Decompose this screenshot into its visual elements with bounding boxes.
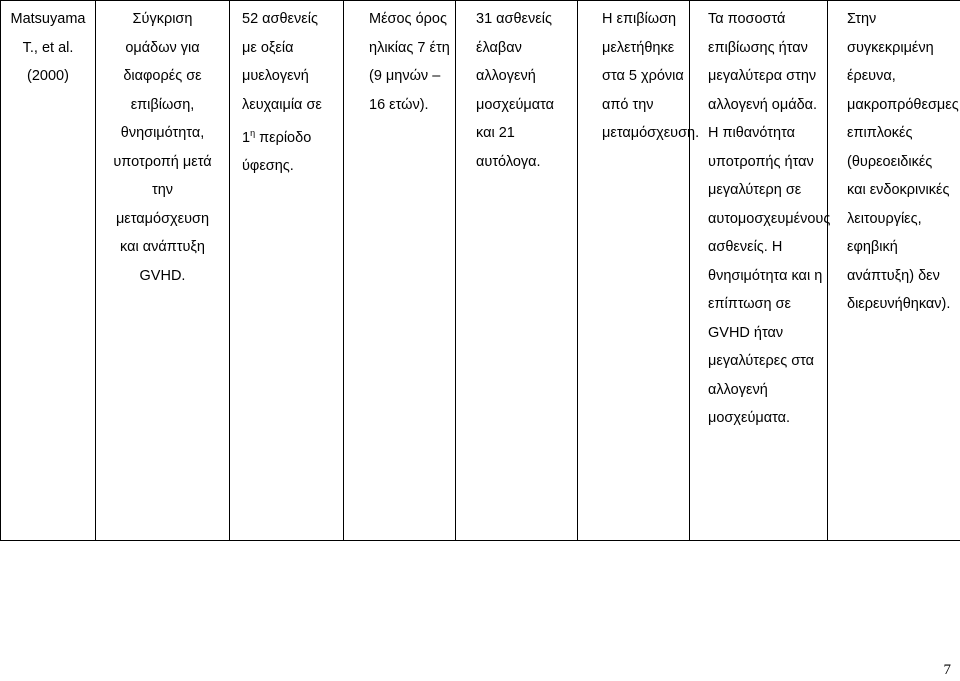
cell-line: Η επιβίωση	[602, 11, 677, 27]
cell-transplant	[456, 1, 578, 541]
cell-line: διερευνήθηκαν).	[847, 296, 951, 312]
cell-line-sup: η	[250, 128, 256, 138]
cell-line: θνησιμότητα και η	[708, 267, 823, 284]
cell-line: διαφορές σε	[123, 68, 202, 84]
cell-line: μεγαλύτερες στα	[708, 353, 815, 369]
cell-line: λευχαιμία σε	[242, 96, 322, 113]
cell-line: μοσχεύματα	[476, 96, 555, 113]
cell-survival-period	[578, 1, 700, 541]
cell-line: υποτροπής ήταν	[708, 153, 814, 170]
cell-line: μυελογενή	[242, 68, 309, 84]
cell-line: 52 ασθενείς	[242, 11, 318, 27]
cell-line: Τα ποσοστά	[708, 11, 786, 27]
cell-line: ηλικίας 7 έτη	[369, 39, 450, 56]
cell-line: μεγαλύτερη σε	[708, 182, 802, 198]
cell-line: με οξεία	[242, 39, 294, 56]
cell-line: Σύγκριση	[132, 11, 193, 27]
cell-sample	[230, 1, 344, 541]
cell-line: Η πιθανότητα	[708, 125, 795, 141]
cell-line: μελετήθηκε	[602, 39, 675, 56]
cell-line-post: περίοδο	[255, 129, 312, 146]
cell-line: θνησιμότητα,	[120, 125, 205, 141]
cell-line: έλαβαν	[476, 39, 522, 56]
cell-line: αλλογενή ομάδα.	[708, 96, 818, 113]
cell-line	[242, 119, 343, 152]
cell-line: και ανάπτυξη	[120, 239, 205, 255]
cell-line: λειτουργίες,	[847, 210, 922, 227]
cell-line: (θυρεοειδικές	[847, 153, 933, 170]
cell-line: επίπτωση σε	[708, 296, 791, 312]
cell-line: συγκεκριμένη	[847, 39, 934, 56]
cell-line: Στην	[847, 11, 877, 27]
cell-line: (9 μηνών –	[369, 68, 441, 84]
cell-line: GVHD.	[139, 267, 186, 284]
cell-line: αυτομοσχευμένους	[708, 210, 831, 227]
cell-line: Matsuyama	[10, 11, 86, 27]
cell-line: 31 ασθενείς	[476, 11, 552, 27]
cell-line: ύφεσης.	[242, 158, 294, 175]
cell-line: μεταμόσχευση.	[602, 125, 700, 141]
cell-line: 16 ετών).	[369, 96, 429, 113]
cell-age	[344, 1, 456, 541]
cell-line: (2000)	[27, 68, 69, 84]
table-row	[1, 1, 960, 541]
cell-line: επιπλοκές	[847, 125, 913, 141]
cell-line: εφηβική	[847, 239, 898, 255]
cell-author	[1, 1, 96, 541]
cell-line: Μέσος όρος	[369, 11, 447, 27]
cell-line: αλλογενή	[476, 68, 536, 84]
cell-line: και ενδοκρινικές	[847, 182, 950, 198]
cell-line: μοσχεύματα.	[708, 410, 791, 426]
cell-line: μεγαλύτερα στην	[708, 68, 817, 84]
cell-comments	[828, 1, 960, 541]
cell-line: έρευνα,	[847, 68, 896, 84]
cell-line: και 21	[476, 125, 515, 141]
cell-line: επιβίωση,	[130, 96, 195, 113]
cell-aim	[96, 1, 230, 541]
cell-line: ασθενείς. Η	[708, 239, 783, 255]
cell-line: GVHD ήταν	[708, 324, 784, 341]
cell-line: ανάπτυξη) δεν	[847, 267, 940, 284]
cell-line: από την	[602, 96, 654, 113]
cell-line: T., et al.	[22, 39, 74, 56]
cell-line-pre: 1	[242, 129, 251, 146]
cell-line: αλλογενή	[708, 381, 768, 398]
page-number: 7	[943, 662, 951, 678]
cell-line: την	[151, 182, 174, 198]
cell-line: ομάδων για	[125, 39, 200, 56]
cell-line: αυτόλογα.	[476, 153, 541, 170]
cell-line: υποτροπή μετά	[113, 153, 212, 170]
cell-line: επιβίωσης ήταν	[708, 39, 808, 56]
cell-results	[690, 1, 831, 541]
cell-line: μεταμόσχευση	[115, 210, 210, 227]
cell-line: μακροπρόθεσμες	[847, 96, 959, 113]
cell-line: στα 5 χρόνια	[602, 68, 684, 84]
